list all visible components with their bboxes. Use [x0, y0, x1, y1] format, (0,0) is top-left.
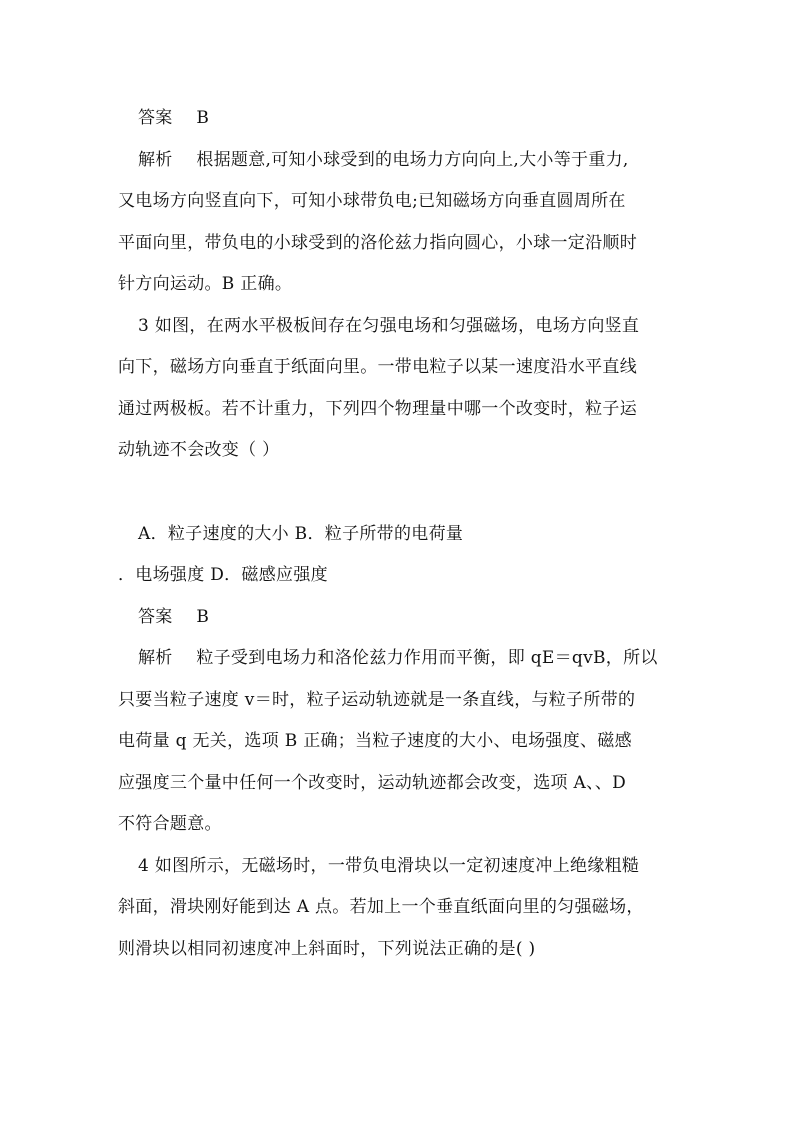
q3-stem-line-1: 3 如图，在两水平极板间存在匀强电场和匀强磁场，电场方向竖直: [138, 316, 640, 336]
q4-stem-line-3: 则滑块以相同初速度冲上斜面时，下列说法正确的是( ): [118, 939, 536, 959]
q2-analysis-line-4: 针方向运动。B 正确。: [118, 274, 293, 294]
q3-analysis-line-1: [138, 647, 708, 669]
q2-analysis-text-1: 根据题意,可知小球受到的电场力方向向上,大小等于重力,: [196, 150, 629, 170]
q3-stem-line-2: 向下，磁场方向垂直于纸面向里。一带电粒子以某一速度沿水平直线: [118, 357, 637, 377]
q3-options-line-1: A．粒子速度的大小 B．粒子所带的电荷量: [138, 524, 464, 544]
q3-analysis-label: 解析: [138, 648, 173, 668]
q3-analysis-text-1: 粒子受到电场力和洛伦兹力作用而平衡，即 qE＝qvB，所以: [196, 648, 658, 668]
q2-analysis-line-2: 又电场方向竖直向下，可知小球带负电;已知磁场方向垂直圆周所在: [118, 191, 626, 211]
q3-options-line-2: ．电场强度 D．磁感应强度: [118, 565, 328, 585]
q4-stem-line-2: 斜面，滑块刚好能到达 A 点。若加上一个垂直纸面向里的匀强磁场，: [118, 897, 644, 917]
q2-analysis-line-1: [138, 149, 708, 171]
q3-analysis-line-3: 电荷量 q 无关，选项 B 正确；当粒子速度的大小、电场强度、磁感: [118, 731, 632, 751]
q2-analysis-line-3: 平面向里，带负电的小球受到的洛伦兹力指向圆心，小球一定沿顺时: [118, 233, 637, 253]
q3-analysis-line-5: 不符合题意。: [118, 814, 222, 834]
q3-stem-line-3: 通过两极板。若不计重力，下列四个物理量中哪一个改变时，粒子运: [118, 399, 637, 419]
q3-analysis-line-4: 应强度三个量中任何一个改变时，运动轨迹都会改变，选项 A、、D: [118, 773, 627, 793]
q2-answer-line: [138, 107, 708, 129]
q3-answer-value: B: [196, 607, 210, 627]
q4-stem-line-1: 4 如图所示，无磁场时，一带负电滑块以一定初速度冲上绝缘粗糙: [138, 856, 640, 876]
q3-stem-line-4: 动轨迹不会改变（ ）: [118, 440, 280, 460]
q2-answer-value: B: [196, 108, 210, 128]
q3-answer-line: [138, 606, 708, 628]
q3-analysis-line-2: 只要当粒子速度 v＝时，粒子运动轨迹就是一条直线，与粒子所带的: [118, 690, 636, 710]
q2-analysis-label: 解析: [138, 150, 173, 170]
q3-answer-label: 答案: [138, 607, 173, 627]
q2-answer-label: 答案: [138, 108, 173, 128]
